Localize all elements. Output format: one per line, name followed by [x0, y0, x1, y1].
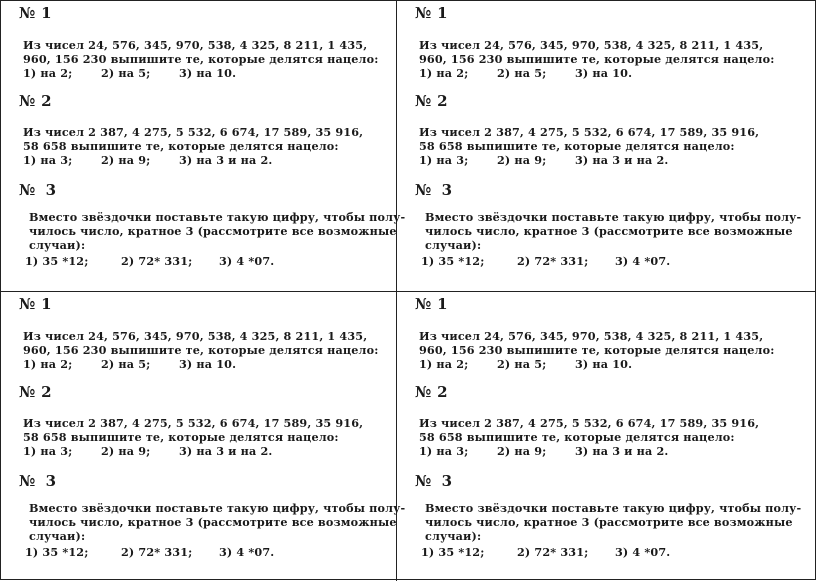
task-2-line-2: 58 658 выпишите те, которые делятся нацело:	[419, 139, 735, 154]
task-2-line-1: Из чисел 2 387, 4 275, 5 532, 6 674, 17 589, 35 916,	[23, 416, 364, 430]
task-2-text	[23, 416, 363, 459]
task-3-line-3: случаи):	[425, 529, 482, 544]
task-1-option-3: 3) на 10.	[575, 66, 633, 81]
task-3-options	[25, 544, 405, 559]
task-3-option-2: 2) 72* 331;	[121, 544, 193, 559]
task-3-text	[25, 501, 406, 559]
task-2-line-1: Из чисел 2 387, 4 275, 5 532, 6 674, 17 589, 35 916,	[419, 416, 760, 430]
task-1-line-2: 960, 156 230 выпишите те, которые делятся нацело:	[419, 343, 775, 358]
task-3-options	[25, 253, 405, 268]
task-2-options	[419, 444, 759, 458]
task-3-line-3: случаи):	[425, 238, 482, 253]
task-1-option-3: 3) на 10.	[575, 357, 633, 372]
task-1-line-2: 960, 156 230 выпишите те, которые делятся нацело:	[23, 52, 379, 67]
task-3-option-1: 1) 35 *12;	[25, 253, 89, 268]
task-2-line-1: Из чисел 2 387, 4 275, 5 532, 6 674, 17 589, 35 916,	[419, 125, 760, 139]
task-1-options	[419, 357, 774, 371]
task-3-text	[421, 501, 802, 559]
task-number-3	[415, 472, 452, 490]
task-3-options	[421, 544, 801, 559]
task-1-option-2: 2) на 5;	[101, 357, 151, 372]
task-1-line-1: Из чисел 24, 576, 345, 970, 538, 4 325, 8 211, 1 435,	[419, 38, 764, 52]
task-3-text	[421, 210, 802, 268]
task-1-text	[419, 38, 774, 81]
task-number-1: № 1	[19, 295, 52, 313]
task-card-top-left	[1, 1, 406, 281]
number-digit: 3	[441, 472, 453, 490]
task-1-line-1: Из чисел 24, 576, 345, 970, 538, 4 325, 8 211, 1 435,	[23, 329, 368, 343]
task-1-line-1: Из чисел 24, 576, 345, 970, 538, 4 325, 8 211, 1 435,	[23, 38, 368, 52]
task-number-1: № 1	[415, 295, 448, 313]
task-1-option-3: 3) на 10.	[179, 66, 237, 81]
number-digit: 3	[441, 181, 453, 199]
task-2-option-1: 1) на 3;	[23, 444, 73, 459]
task-1-line-2: 960, 156 230 выпишите те, которые делятся нацело:	[419, 52, 775, 67]
task-2-option-3: 3) на 3 и на 2.	[179, 444, 273, 459]
task-3-line-1: Вместо звёздочки поставьте такую цифру, чтобы полу-	[425, 501, 802, 515]
task-3-option-3: 3) 4 *07.	[219, 253, 275, 268]
task-2-option-3: 3) на 3 и на 2.	[179, 153, 273, 168]
task-number-3	[415, 181, 452, 199]
task-2-line-2: 58 658 выпишите те, которые делятся нацело:	[419, 430, 735, 445]
task-1-option-2: 2) на 5;	[101, 66, 151, 81]
task-2-line-2: 58 658 выпишите те, которые делятся нацело:	[23, 430, 339, 445]
task-1-text	[23, 38, 378, 81]
task-1-line-1: Из чисел 24, 576, 345, 970, 538, 4 325, 8 211, 1 435,	[419, 329, 764, 343]
task-number-3	[19, 181, 56, 199]
task-3-option-1: 1) 35 *12;	[421, 544, 485, 559]
task-3-options	[421, 253, 801, 268]
number-digit: 3	[45, 181, 57, 199]
task-3-option-2: 2) 72* 331;	[517, 544, 589, 559]
task-1-option-1: 1) на 2;	[419, 66, 469, 81]
task-2-options	[419, 153, 759, 167]
number-sign: №	[415, 472, 432, 490]
task-1-text	[23, 329, 378, 372]
task-3-line-3: случаи):	[29, 238, 86, 253]
task-1-option-1: 1) на 2;	[23, 66, 73, 81]
task-3-option-3: 3) 4 *07.	[615, 544, 671, 559]
task-3-line-2: чилось число, кратное 3 (рассмотрите все возможные	[425, 224, 793, 239]
task-2-option-1: 1) на 3;	[419, 153, 469, 168]
number-sign: №	[19, 472, 36, 490]
task-1-option-2: 2) на 5;	[497, 66, 547, 81]
task-2-option-2: 2) на 9;	[101, 444, 151, 459]
task-2-text	[23, 125, 363, 168]
task-3-line-2: чилось число, кратное 3 (рассмотрите все возможные	[29, 515, 397, 530]
task-number-1: № 1	[19, 4, 52, 22]
task-2-text	[419, 125, 759, 168]
number-sign: №	[415, 181, 432, 199]
task-2-text	[419, 416, 759, 459]
task-2-option-1: 1) на 3;	[23, 153, 73, 168]
task-2-option-3: 3) на 3 и на 2.	[575, 444, 669, 459]
task-2-option-2: 2) на 9;	[497, 153, 547, 168]
task-1-options	[23, 66, 378, 80]
task-1-options	[419, 66, 774, 80]
task-2-option-2: 2) на 9;	[497, 444, 547, 459]
task-1-option-2: 2) на 5;	[497, 357, 547, 372]
number-sign: №	[19, 181, 36, 199]
task-2-option-1: 1) на 3;	[419, 444, 469, 459]
task-3-line-2: чилось число, кратное 3 (рассмотрите все возможные	[425, 515, 793, 530]
task-3-line-1: Вместо звёздочки поставьте такую цифру, чтобы полу-	[425, 210, 802, 224]
task-3-option-3: 3) 4 *07.	[615, 253, 671, 268]
task-3-option-1: 1) 35 *12;	[421, 253, 485, 268]
task-number-1: № 1	[415, 4, 448, 22]
task-3-option-2: 2) 72* 331;	[517, 253, 589, 268]
task-3-line-1: Вместо звёздочки поставьте такую цифру, чтобы полу-	[29, 210, 406, 224]
task-3-option-1: 1) 35 *12;	[25, 544, 89, 559]
task-1-text	[419, 329, 774, 372]
task-3-line-2: чилось число, кратное 3 (рассмотрите все возможные	[29, 224, 397, 239]
task-card-bottom-left	[1, 292, 406, 572]
task-2-option-3: 3) на 3 и на 2.	[575, 153, 669, 168]
task-2-line-2: 58 658 выпишите те, которые делятся нацело:	[23, 139, 339, 154]
task-number-2: № 2	[415, 383, 448, 401]
task-2-options	[23, 444, 363, 458]
task-card-top-right	[397, 1, 802, 281]
task-number-2: № 2	[19, 92, 52, 110]
task-3-option-2: 2) 72* 331;	[121, 253, 193, 268]
task-number-3	[19, 472, 56, 490]
task-2-options	[23, 153, 363, 167]
task-1-line-2: 960, 156 230 выпишите те, которые делятся нацело:	[23, 343, 379, 358]
task-1-option-3: 3) на 10.	[179, 357, 237, 372]
number-digit: 3	[45, 472, 57, 490]
task-card-bottom-right	[397, 292, 802, 572]
task-3-line-3: случаи):	[29, 529, 86, 544]
task-1-options	[23, 357, 378, 371]
task-2-line-1: Из чисел 2 387, 4 275, 5 532, 6 674, 17 589, 35 916,	[23, 125, 364, 139]
task-3-line-1: Вместо звёздочки поставьте такую цифру, чтобы полу-	[29, 501, 406, 515]
task-2-option-2: 2) на 9;	[101, 153, 151, 168]
task-number-2: № 2	[19, 383, 52, 401]
task-3-option-3: 3) 4 *07.	[219, 544, 275, 559]
task-1-option-1: 1) на 2;	[23, 357, 73, 372]
task-number-2: № 2	[415, 92, 448, 110]
task-1-option-1: 1) на 2;	[419, 357, 469, 372]
task-3-text	[25, 210, 406, 268]
